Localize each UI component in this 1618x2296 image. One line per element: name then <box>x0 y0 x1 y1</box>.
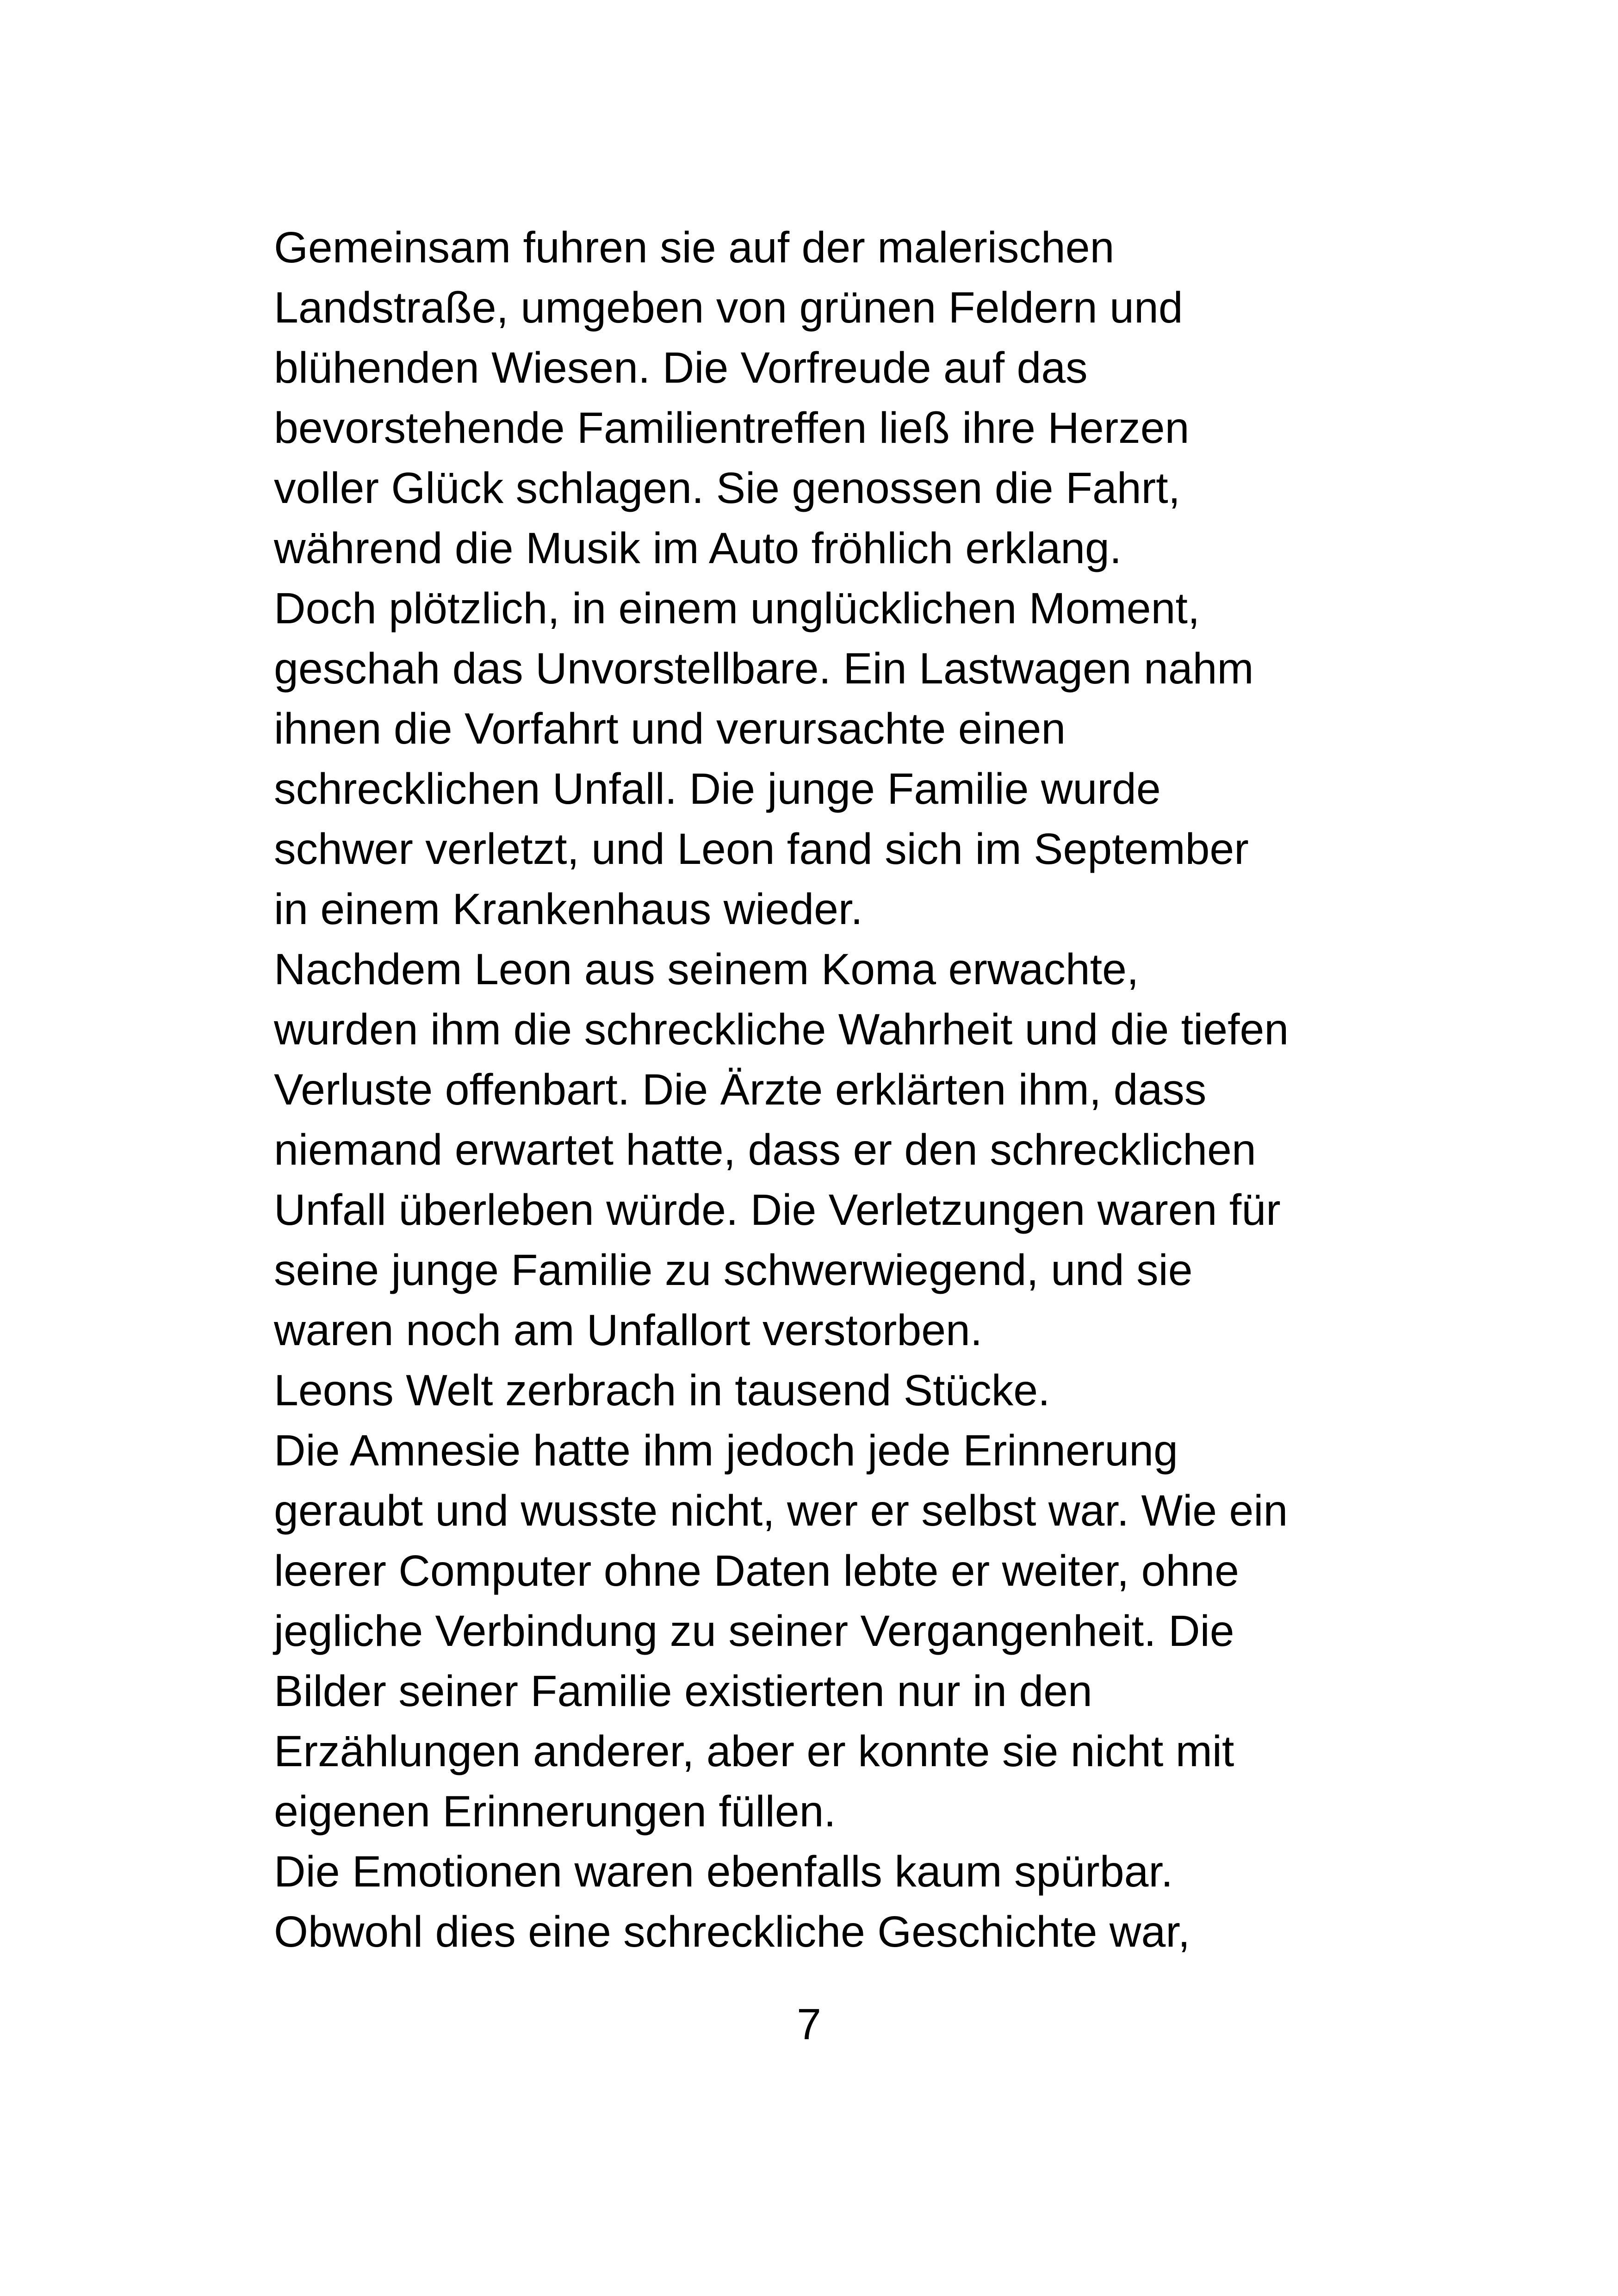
text-line: schrecklichen Unfall. Die junge Familie wurde <box>274 764 1161 813</box>
text-line: Erzählungen anderer, aber er konnte sie nicht mit <box>274 1727 1234 1776</box>
text-line: Leons Welt zerbrach in tausend Stücke. <box>274 1366 1050 1415</box>
text-line: eigenen Erinnerungen füllen. <box>274 1787 836 1836</box>
text-line: Nachdem Leon aus seinem Koma erwachte, <box>274 945 1139 994</box>
text-line: Bilder seiner Familie existierten nur in den <box>274 1667 1092 1716</box>
text-line: waren noch am Unfallort verstorben. <box>274 1306 983 1355</box>
text-line: Gemeinsam fuhren sie auf der malerischen <box>274 223 1115 272</box>
text-line: Obwohl dies eine schreckliche Geschichte war, <box>274 1907 1190 1956</box>
text-line: in einem Krankenhaus wieder. <box>274 885 863 934</box>
text-line: leerer Computer ohne Daten lebte er weiter, ohne <box>274 1546 1239 1595</box>
text-line: blühenden Wiesen. Die Vorfreude auf das <box>274 343 1088 392</box>
text-line: Doch plötzlich, in einem unglücklichen Moment, <box>274 584 1200 633</box>
text-line: ihnen die Vorfahrt und verursachte einen <box>274 704 1066 753</box>
text-line: jegliche Verbindung zu seiner Vergangenheit. Die <box>274 1607 1234 1656</box>
text-line: Landstraße, umgeben von grünen Feldern und <box>274 283 1183 332</box>
text-line: während die Musik im Auto fröhlich erklang. <box>274 524 1122 573</box>
text-line: bevorstehende Familientreffen ließ ihre Herzen <box>274 403 1190 453</box>
text-line: wurden ihm die schreckliche Wahrheit und die tiefen <box>274 1005 1289 1054</box>
text-line: seine junge Familie zu schwerwiegend, und sie <box>274 1246 1193 1295</box>
page-number: 7 <box>797 2000 821 2049</box>
text-line: schwer verletzt, und Leon fand sich im September <box>274 825 1249 874</box>
text-line: geschah das Unvorstellbare. Ein Lastwagen nahm <box>274 644 1254 693</box>
body-text <box>274 217 1394 1962</box>
text-line: Die Amnesie hatte ihm jedoch jede Erinnerung <box>274 1426 1178 1475</box>
text-line: Unfall überleben würde. Die Verletzungen waren für <box>274 1185 1281 1235</box>
text-line: Verluste offenbart. Die Ärzte erklärten ihm, dass <box>274 1065 1207 1114</box>
text-line: niemand erwartet hatte, dass er den schrecklichen <box>274 1125 1256 1174</box>
text-line: Die Emotionen waren ebenfalls kaum spürbar. <box>274 1847 1173 1896</box>
text-line: geraubt und wusste nicht, wer er selbst war. Wie ein <box>274 1486 1288 1535</box>
text-line: voller Glück schlagen. Sie genossen die Fahrt, <box>274 464 1181 513</box>
